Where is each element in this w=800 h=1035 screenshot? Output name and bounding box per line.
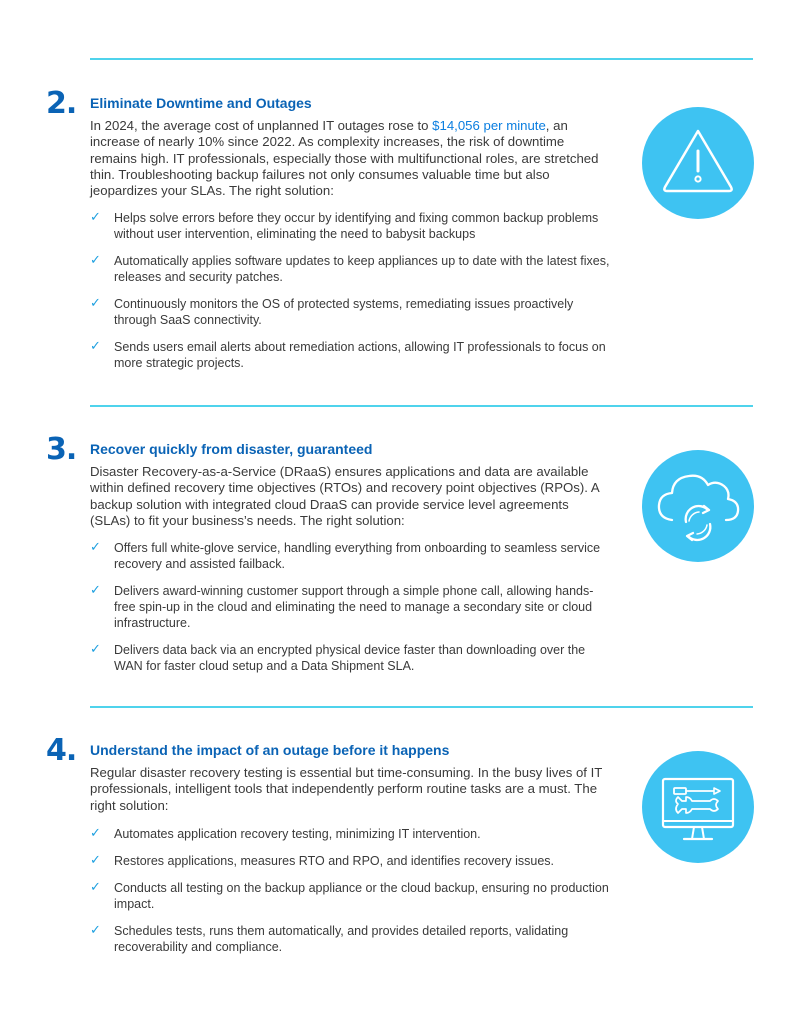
check-icon: ✓ [90, 253, 101, 268]
list-item-text: Offers full white-glove service, handling everything from onboarding to seamless service recovery and assisted failback. [114, 541, 601, 571]
list-item-text: Sends users email alerts about remediation actions, allowing IT professionals to focus on more strategic projects. [114, 340, 606, 370]
check-icon: ✓ [90, 826, 101, 841]
check-icon: ✓ [90, 210, 101, 225]
divider-section-4 [90, 706, 753, 708]
list-item-text: Automates application recovery testing, minimizing IT intervention. [114, 827, 481, 841]
intro-text: In 2024, the average cost of unplanned IT outages rose to [90, 118, 433, 133]
section-intro: Regular disaster recovery testing is essential but time-consuming. In the busy lives of IT professionals, intelligent tools that independently perform routine tasks are a must. The right solution: [90, 765, 603, 813]
list-item [90, 339, 610, 371]
section-number: 2. [46, 86, 77, 121]
list-item-text: Restores applications, measures RTO and RPO, and identifies recovery issues. [114, 854, 555, 868]
check-icon: ✓ [90, 923, 101, 938]
list-item-text: Delivers award-winning customer support through a simple phone call, allowing hands-free spin-up in the cloud and eliminating the need to manage a secondary site or cloud infrastructure. [114, 584, 594, 630]
list-item-text: Conducts all testing on the backup appliance or the cloud backup, ensuring no production impact. [114, 881, 609, 911]
section-intro: Disaster Recovery-as-a-Service (DRaaS) ensures applications and data are available within defined recovery time objectives (RTOs) and recovery point objectives (RPOs). A backup solution with integrated cloud DraaS can provide service level agreements (SLAs) to fit your business’s needs. The right solution: [90, 464, 599, 528]
section-number: 4. [46, 733, 77, 768]
divider-top [90, 58, 753, 60]
check-icon: ✓ [90, 296, 101, 311]
list-item [90, 880, 610, 912]
list-item-text: Automatically applies software updates to keep appliances up to date with the latest fixes, releases and security patches. [114, 254, 610, 284]
monitor-tools-icon [642, 751, 754, 863]
list-item [90, 540, 610, 572]
list-item-text: Continuously monitors the OS of protected systems, remediating issues proactively through SaaS connectivity. [114, 297, 574, 327]
solution-list [90, 210, 610, 371]
section-heading: Recover quickly from disaster, guaranteed [90, 441, 373, 457]
cloud-sync-icon [642, 450, 754, 562]
section-heading: Understand the impact of an outage before it happens [90, 742, 450, 758]
solution-list [90, 826, 610, 955]
list-item [90, 296, 610, 328]
list-item-text: Helps solve errors before they occur by identifying and fixing common backup problems without user intervention, eliminating the need to babysit backups [114, 211, 599, 241]
outage-cost-highlight: $14,056 per minute [432, 118, 546, 133]
check-icon: ✓ [90, 880, 101, 895]
check-icon: ✓ [90, 642, 101, 657]
list-item [90, 826, 610, 842]
list-item-text: Schedules tests, runs them automatically, and provides detailed reports, validating recoverability and compliance. [114, 924, 569, 954]
check-icon: ✓ [90, 583, 101, 598]
list-item [90, 253, 610, 285]
list-item [90, 642, 610, 674]
check-icon: ✓ [90, 339, 101, 354]
section-number: 3. [46, 432, 77, 467]
list-item [90, 210, 610, 242]
section-heading: Eliminate Downtime and Outages [90, 95, 312, 111]
list-item [90, 583, 610, 631]
check-icon: ✓ [90, 540, 101, 555]
divider-section-3 [90, 405, 753, 407]
list-item [90, 853, 610, 869]
list-item [90, 923, 610, 955]
section-intro [90, 118, 610, 199]
solution-list [90, 540, 610, 674]
warning-icon [642, 107, 754, 219]
list-item-text: Delivers data back via an encrypted physical device faster than downloading over the WAN for faster cloud setup and a Data Shipment SLA. [114, 643, 586, 673]
check-icon: ✓ [90, 853, 101, 868]
intro-text-continued: , an increase of nearly 10% since 2022. As complexity increases, the risk of downtime remains high. IT professionals, especially those with multifunctional roles, are stretched thin. Troubleshooting backup failures not only consumes valuable time but also jeopardizes your SLAs. The right solution: [90, 118, 599, 199]
